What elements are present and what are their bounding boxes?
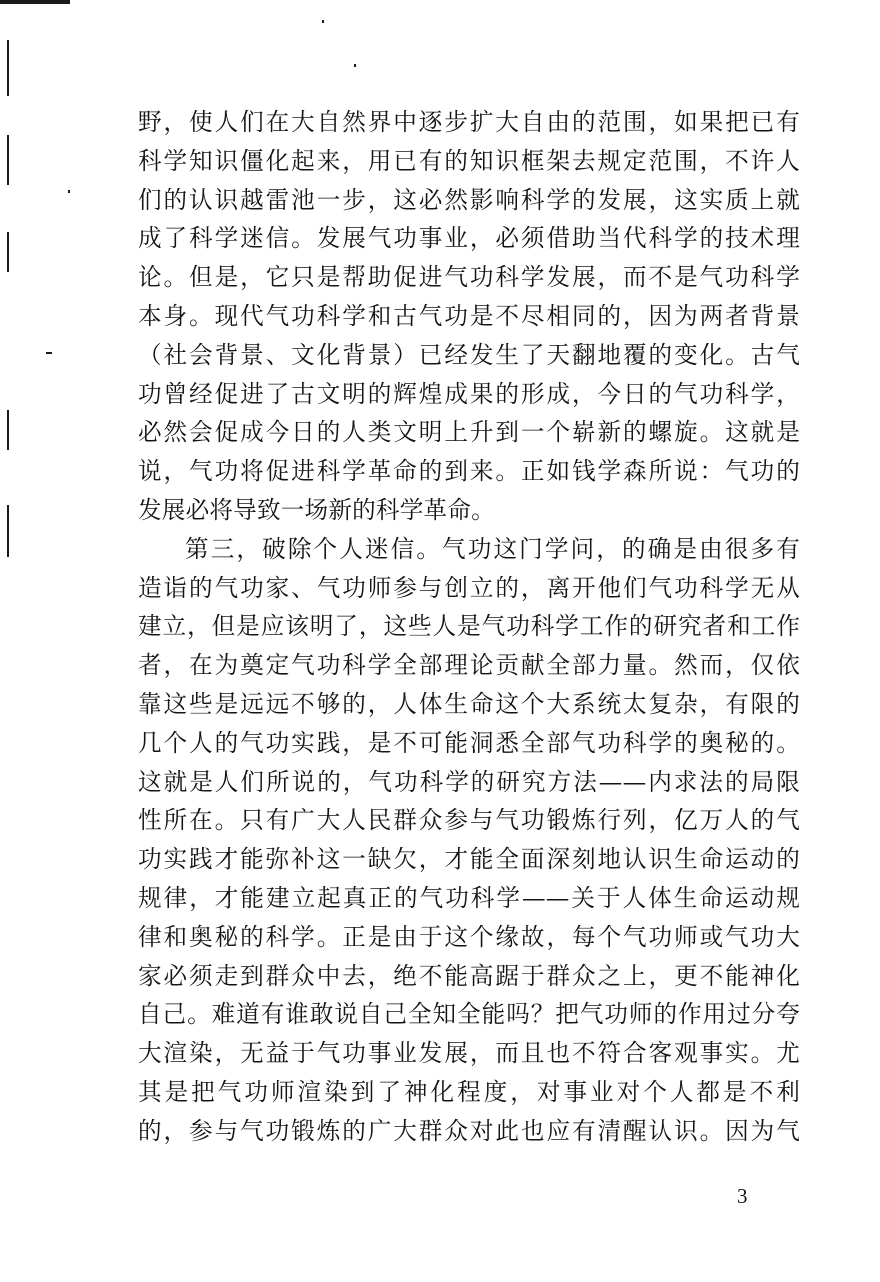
scan-dot-mark: [354, 64, 356, 67]
text-line: 说，气功将促进科学革命的到来。正如钱学森所说：气功的: [138, 457, 800, 486]
body-text: [138, 103, 800, 1151]
text-line: 造诣的气功家、气功师参与创立的，离开他们气功科学无从: [138, 573, 800, 602]
text-line: 功实践才能弥补这一缺欠，才能全面深刻地认识生命运动的: [138, 845, 800, 874]
scan-edge-mark: [7, 505, 9, 557]
text-line: 家必须走到群众中去，绝不能高踞于群众之上，更不能神化: [138, 961, 800, 990]
scan-dot-mark: [322, 20, 324, 23]
text-line: 本身。现代气功科学和古气功是不尽相同的，因为两者背景: [138, 301, 800, 330]
scan-corner-mark: [0, 0, 70, 4]
text-line: 科学知识僵化起来，用已有的知识框架去规定范围，不许人: [138, 146, 800, 175]
text-line: 者，在为奠定气功科学全部理论贡献全部力量。然而，仅依: [138, 651, 800, 680]
text-line: 必然会促成今日的人类文明上升到一个崭新的螺旋。这就是: [138, 418, 800, 447]
text-line: 建立，但是应该明了，这些人是气功科学工作的研究者和工作: [138, 612, 800, 641]
text-line: 几个人的气功实践，是不可能洞悉全部气功科学的奥秘的。: [138, 728, 800, 757]
text-line: （社会背景、文化背景）已经发生了天翻地覆的变化。古气: [138, 340, 800, 369]
scan-edge-mark: [7, 232, 9, 272]
text-line: 成了科学迷信。发展气功事业，必须借助当代科学的技术理: [138, 224, 800, 253]
scan-edge-mark: [7, 410, 9, 450]
text-line: 大渲染，无益于气功事业发展，而且也不符合客观事实。尤: [138, 1039, 800, 1068]
text-line: 野，使人们在大自然界中逐步扩大自由的范围，如果把已有: [138, 108, 800, 136]
paragraph-start-line: 第三，破除个人迷信。气功这门学问，的确是由很多有: [185, 534, 800, 563]
text-line: 自己。难道有谁敢说自己全知全能吗？把气功师的作用过分夸: [138, 1000, 800, 1029]
text-line: 论。但是，它只是帮助促进气功科学发展，而不是气功科学: [138, 263, 800, 292]
text-line: 律和奥秘的科学。正是由于这个缘故，每个气功师或气功大: [138, 922, 800, 951]
text-line: 规律，才能建立起真正的气功科学——关于人体生命运动规: [138, 883, 800, 912]
text-line: 这就是人们所说的，气功科学的研究方法——内求法的局限: [138, 767, 800, 796]
text-line: 靠这些是远远不够的，人体生命这个大系统太复杂，有限的: [138, 689, 800, 718]
text-line: 功曾经促进了古文明的辉煌成果的形成，今日的气功科学，: [138, 379, 800, 408]
text-line: 的，参与气功锻炼的广大群众对此也应有清醒认识。因为气: [138, 1116, 800, 1145]
text-line: 其是把气功师渲染到了神化程度，对事业对个人都是不利: [138, 1077, 800, 1106]
scan-edge-mark: [7, 135, 9, 185]
scan-edge-mark: [7, 40, 9, 96]
text-line: 们的认识越雷池一步，这必然影响科学的发展，这实质上就: [138, 185, 800, 214]
scan-dot-mark: [68, 190, 70, 193]
text-line: 发展必将导致一场新的科学革命。: [138, 495, 495, 524]
page-number: 3: [737, 1184, 748, 1208]
scan-dash-mark: [46, 352, 52, 354]
text-line: 性所在。只有广大人民群众参与气功锻炼行列，亿万人的气: [138, 806, 800, 835]
